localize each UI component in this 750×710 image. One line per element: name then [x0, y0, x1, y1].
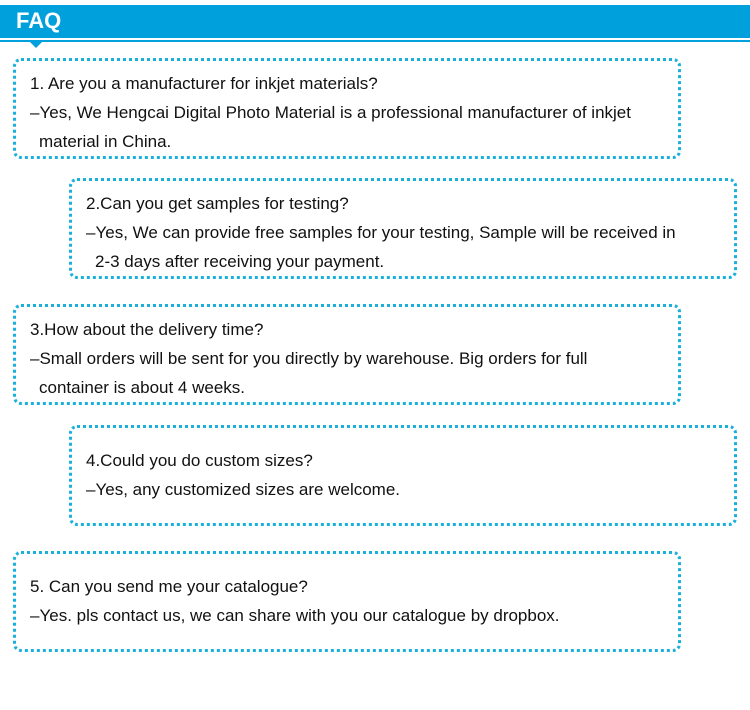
faq-answer: –Yes, any customized sizes are welcome. — [86, 480, 401, 499]
faq-question: 2.Can you get samples for testing? — [86, 194, 349, 213]
faq-item-2 — [69, 178, 737, 279]
faq-item-5 — [13, 551, 681, 652]
faq-question: 4.Could you do custom sizes? — [86, 451, 313, 470]
faq-item-4 — [69, 425, 737, 526]
faq-answer: –Yes. pls contact us, we can share with you our catalogue by dropbox. — [30, 606, 560, 625]
faq-title: FAQ — [16, 8, 62, 33]
header-divider — [0, 40, 750, 42]
faq-answer-cont: material in China. — [39, 132, 172, 151]
faq-header — [0, 5, 750, 38]
faq-answer-cont: container is about 4 weeks. — [39, 378, 246, 397]
pointer-triangle-icon — [30, 42, 42, 48]
faq-answer-cont: 2-3 days after receiving your payment. — [95, 252, 385, 271]
faq-question: 5. Can you send me your catalogue? — [30, 577, 308, 596]
faq-answer: –Small orders will be sent for you directly by warehouse. Big orders for full — [30, 349, 588, 368]
faq-item-3 — [13, 304, 681, 405]
faq-answer: –Yes, We Hengcai Digital Photo Material is a professional manufacturer of inkjet — [30, 103, 631, 122]
faq-question: 3.How about the delivery time? — [30, 320, 264, 339]
faq-answer: –Yes, We can provide free samples for your testing, Sample will be received in — [86, 223, 676, 242]
faq-item-1 — [13, 58, 681, 159]
faq-question: 1. Are you a manufacturer for inkjet materials? — [30, 74, 378, 93]
